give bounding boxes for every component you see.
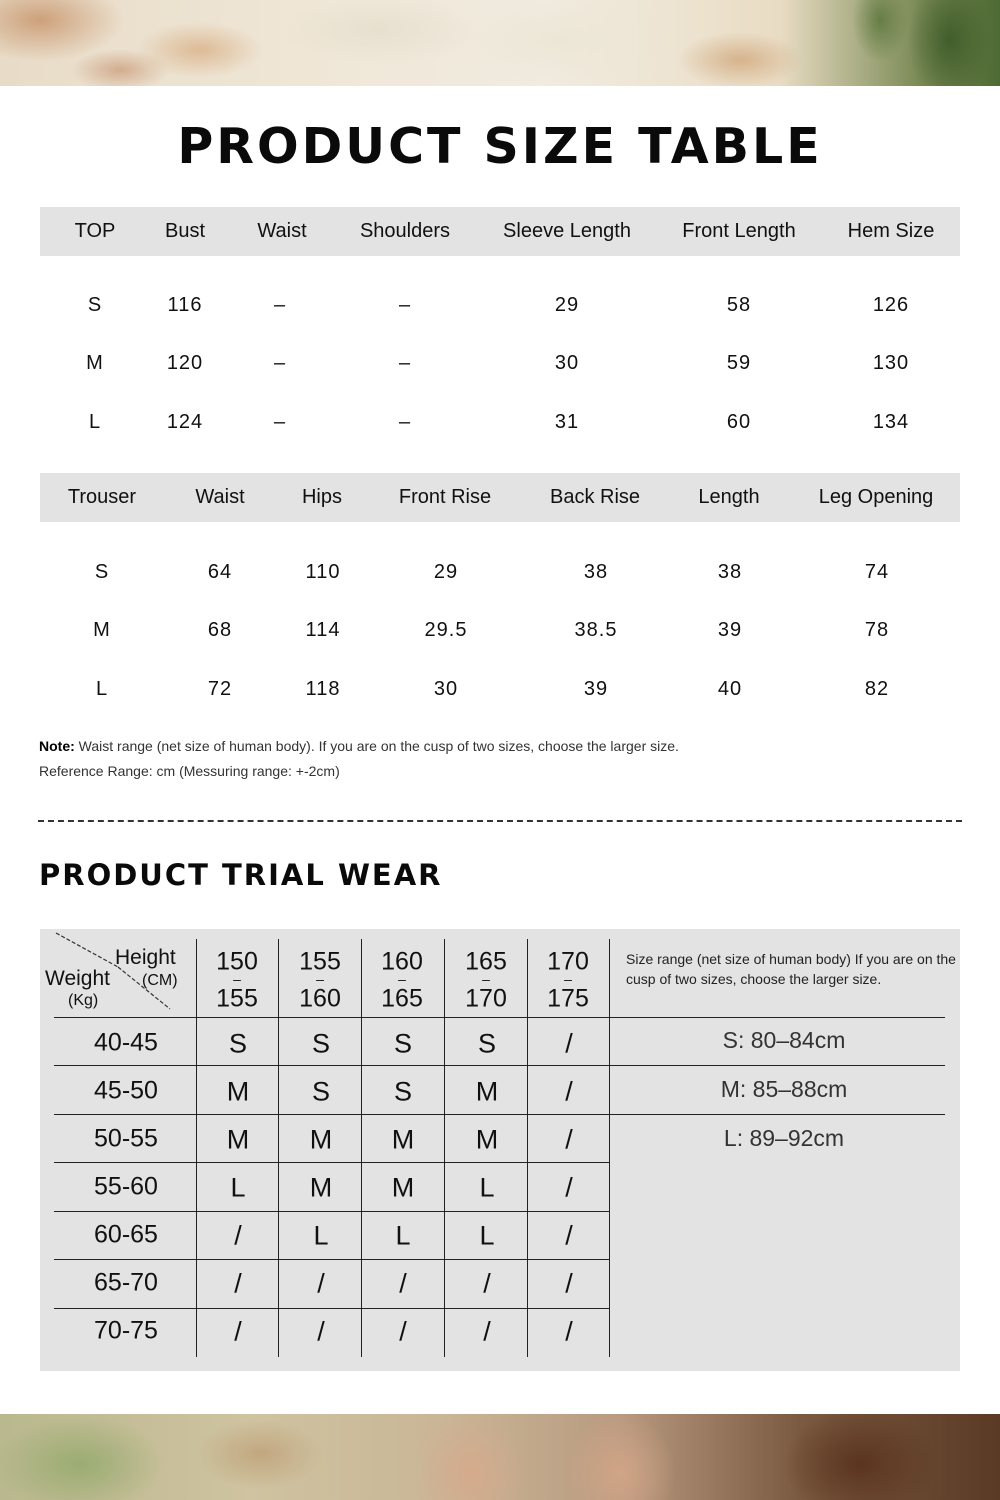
table-cell: 40 [717,678,743,700]
trouser-header-cell: Front Rise [398,486,492,508]
grid-line [278,939,279,1357]
height-range-max: 170 [465,984,507,1013]
grid-line [361,939,362,1357]
table-cell: M [86,352,104,374]
table-cell: 82 [864,678,890,700]
size-cell: L [479,1220,495,1251]
size-cell: / [234,1316,242,1347]
bust-range-l: L: 89–92cm [723,1125,845,1151]
size-cell: S [393,1028,413,1059]
grid-line [196,939,197,1357]
grid-line [54,1065,945,1066]
trouser-header-cell: Waist [195,486,245,508]
size-range-note: Size range (net size of human body) If you are on the cusp of two sizes, choose the larger size. [626,951,956,987]
bust-range-m: M: 85–88cm [720,1076,848,1102]
table-cell: 58 [726,294,752,316]
trouser-header-cell: Hips [301,486,343,508]
grid-line [609,939,610,1357]
size-cell: / [565,1268,573,1299]
corner-kg-label: (Kg) [68,992,99,1009]
grid-line [54,1162,610,1163]
table-cell: 118 [305,678,341,700]
grid-line [54,1211,610,1212]
table-cell: 38 [717,561,743,583]
table-cell: 60 [726,411,752,433]
trial-wear-table [40,929,960,1371]
top-header-cell: Hem Size [847,220,935,242]
size-cell: / [234,1268,242,1299]
size-cell: / [565,1316,573,1347]
grid-line [444,939,445,1357]
trouser-table-header [40,473,960,522]
trouser-header-cell: Length [698,486,760,508]
height-range-min: 165 [465,947,507,976]
size-cell: / [399,1316,407,1347]
weight-range-label: 45-50 [94,1076,158,1105]
size-cell: M [309,1172,333,1203]
size-cell: S [393,1076,413,1107]
size-cell: M [309,1124,333,1155]
size-cell: / [565,1124,573,1155]
table-cell: 31 [554,411,580,433]
top-size-table [40,207,960,457]
height-range-min: 150 [216,947,258,976]
grid-line [54,1308,610,1309]
grid-line [54,1259,610,1260]
corner-weight-label: Weight [45,967,110,990]
size-cell: M [475,1076,499,1107]
size-cell: / [565,1172,573,1203]
grid-line [54,1017,945,1018]
corner-height-label: Height [115,946,176,969]
size-cell: S [477,1028,497,1059]
height-range-min: 160 [381,947,423,976]
page-title: PRODUCT SIZE TABLE [177,118,823,175]
top-header-cell: Front Length [682,220,796,242]
table-cell: – [273,411,287,433]
weight-range-label: 65-70 [94,1268,158,1297]
table-cell: 126 [872,294,910,316]
note-label: Note: [39,738,75,754]
note-text: Waist range (net size of human body). If you are on the cusp of two sizes, choose the larger size. [74,738,679,754]
footer-photo-strip [0,1414,1000,1500]
table-cell: 114 [305,619,341,641]
size-cell: L [313,1220,329,1251]
table-cell: 29.5 [424,619,468,641]
table-cell: 29 [554,294,580,316]
top-table-header [40,207,960,256]
size-cell: M [226,1076,250,1107]
height-range-separator: – [398,971,406,987]
size-cell: M [475,1124,499,1155]
table-cell: 38 [583,561,609,583]
size-cell: / [565,1028,573,1059]
table-cell: – [273,294,287,316]
table-cell: 116 [167,294,203,316]
table-cell: L [95,678,109,700]
top-header-cell: Shoulders [359,220,451,242]
height-range-max: 175 [547,984,589,1013]
table-cell: 74 [864,561,890,583]
size-note [39,738,679,754]
table-cell: 39 [717,619,743,641]
trouser-header-cell: Trouser [67,486,137,508]
weight-range-label: 60-65 [94,1220,158,1249]
grid-line [527,939,528,1357]
reference-range-note: Reference Range: cm (Messuring range: +-2cm) [39,763,340,779]
size-cell: / [483,1268,491,1299]
table-cell: M [93,619,111,641]
table-cell: 78 [864,619,890,641]
table-cell: – [398,294,412,316]
size-cell: M [226,1124,250,1155]
table-cell: 134 [872,411,910,433]
weight-range-label: 50-55 [94,1124,158,1153]
table-cell: 64 [207,561,233,583]
table-cell: S [87,294,103,316]
table-cell: – [398,352,412,374]
height-range-max: 155 [216,984,258,1013]
table-cell: S [94,561,110,583]
height-range-separator: – [233,971,241,987]
height-range-separator: – [316,971,324,987]
weight-range-label: 55-60 [94,1172,158,1201]
trouser-size-table [40,473,960,723]
trouser-header-cell: Leg Opening [818,486,934,508]
trouser-header-cell: Back Rise [549,486,641,508]
size-cell: S [228,1028,248,1059]
table-cell: 39 [583,678,609,700]
size-cell: / [399,1268,407,1299]
table-cell: 72 [207,678,233,700]
header-photo-strip [0,0,1000,86]
table-cell: 38.5 [574,619,618,641]
top-header-cell: TOP [74,220,116,242]
size-cell: M [391,1172,415,1203]
size-cell: M [391,1124,415,1155]
size-cell: L [395,1220,411,1251]
table-cell: – [273,352,287,374]
table-cell: L [88,411,102,433]
weight-range-label: 40-45 [94,1028,158,1057]
table-cell: 30 [433,678,459,700]
height-range-separator: – [482,971,490,987]
section-divider [38,820,962,822]
table-cell: 29 [433,561,459,583]
table-cell: 59 [726,352,752,374]
height-range-min: 155 [299,947,341,976]
size-cell: / [317,1268,325,1299]
height-range-max: 165 [381,984,423,1013]
table-cell: 124 [166,411,204,433]
table-cell: 130 [872,352,910,374]
size-cell: / [565,1220,573,1251]
size-cell: S [311,1028,331,1059]
size-cell: L [230,1172,246,1203]
top-header-cell: Sleeve Length [503,220,631,242]
trial-section-title: PRODUCT TRIAL WEAR [39,858,443,892]
height-range-separator: – [564,971,572,987]
table-cell: 110 [305,561,341,583]
size-cell: / [483,1316,491,1347]
weight-range-label: 70-75 [94,1316,158,1345]
height-range-max: 160 [299,984,341,1013]
table-cell: 120 [166,352,204,374]
top-header-cell: Waist [257,220,307,242]
table-cell: – [398,411,412,433]
table-cell: 68 [207,619,233,641]
corner-cm-label: (CM) [142,972,178,989]
height-range-min: 170 [547,947,589,976]
size-cell: S [311,1076,331,1107]
top-header-cell: Bust [164,220,206,242]
table-cell: 30 [554,352,580,374]
size-cell: / [565,1076,573,1107]
size-cell: / [317,1316,325,1347]
grid-line [54,1114,945,1115]
size-cell: L [479,1172,495,1203]
size-cell: / [234,1220,242,1251]
bust-range-s: S: 80–84cm [722,1027,846,1053]
